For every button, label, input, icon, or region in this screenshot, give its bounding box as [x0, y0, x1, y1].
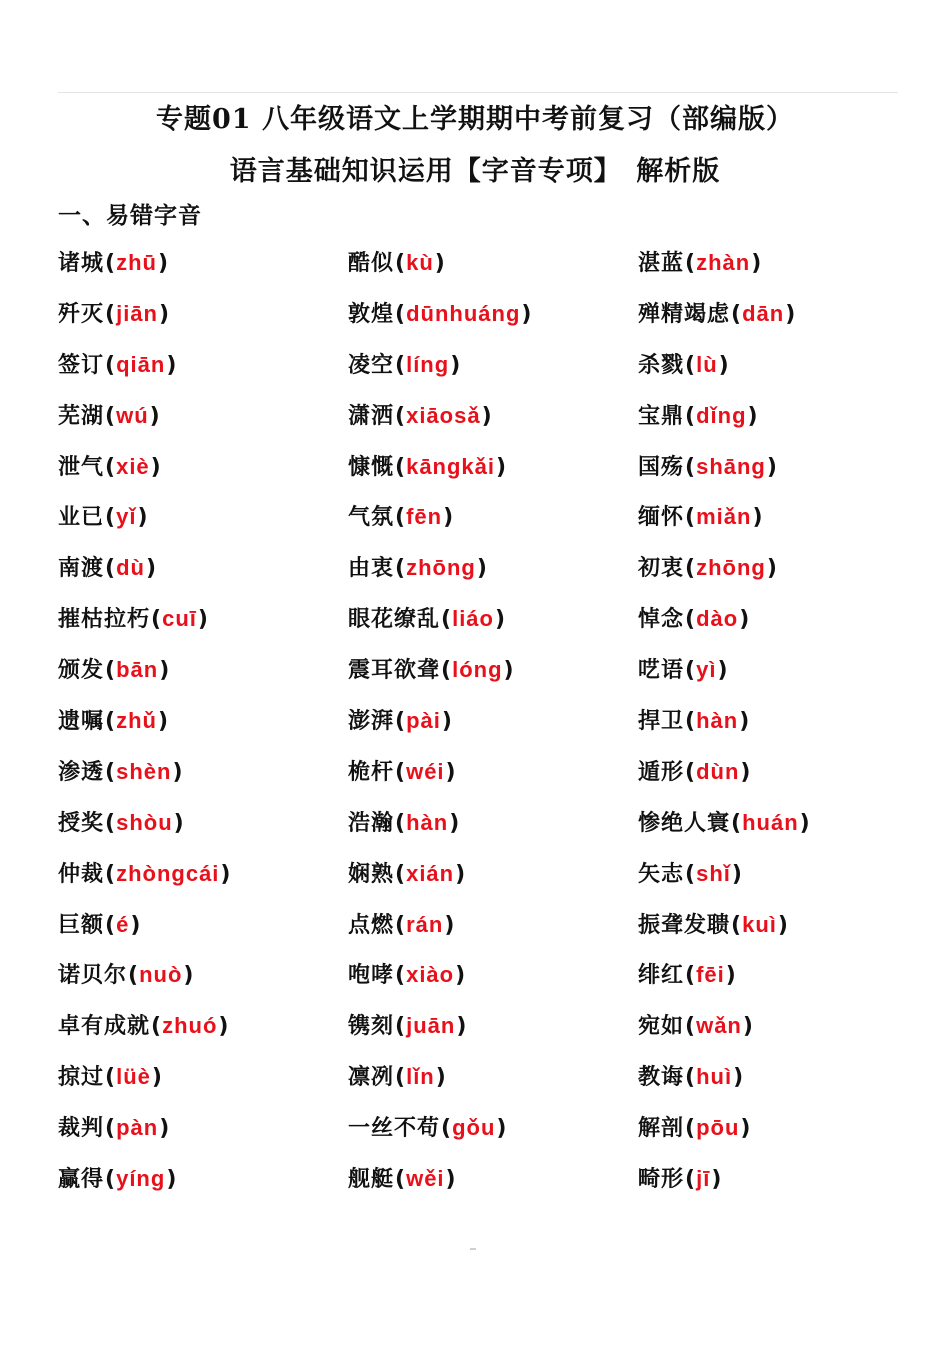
entry-word: 教诲	[638, 1064, 685, 1091]
entry-pinyin: wǎn	[696, 1013, 742, 1039]
open-paren: (	[685, 1167, 696, 1193]
entry-word: 一丝不苟	[348, 1115, 441, 1142]
close-paren: )	[503, 658, 514, 684]
entry-pinyin: zhòngcái	[116, 860, 220, 886]
list-item	[348, 297, 638, 348]
close-paren: )	[799, 810, 810, 836]
close-paren: )	[166, 352, 177, 378]
list-item	[638, 857, 908, 908]
list-item	[348, 806, 638, 857]
open-paren: (	[395, 963, 406, 989]
entry-pinyin: fēn	[406, 504, 443, 530]
entry-word: 赢得	[58, 1166, 105, 1193]
entry-word: 诺贝尔	[58, 962, 128, 989]
open-paren: (	[151, 1014, 162, 1040]
entry-word: 悼念	[638, 606, 685, 633]
entry-word: 摧枯拉朽	[58, 606, 151, 633]
close-paren: )	[149, 403, 160, 429]
entry-pinyin: é	[116, 911, 130, 937]
close-paren: )	[766, 556, 777, 582]
close-paren: )	[183, 963, 194, 989]
close-paren: )	[450, 352, 461, 378]
entry-pinyin: gǒu	[452, 1115, 496, 1141]
open-paren: (	[395, 301, 406, 327]
open-paren: (	[105, 810, 116, 836]
entry-pinyin: rán	[406, 911, 444, 937]
list-item	[348, 704, 638, 755]
list-item	[348, 399, 638, 450]
close-paren: )	[157, 251, 169, 276]
open-paren: (	[685, 759, 696, 785]
entry-word: 敦煌	[348, 300, 395, 327]
list-item	[348, 246, 638, 297]
list-item	[58, 958, 348, 1009]
list-item	[58, 1060, 348, 1111]
entry-word: 潇洒	[348, 402, 395, 429]
open-paren: (	[685, 454, 696, 480]
open-paren: (	[105, 912, 116, 938]
open-paren: (	[395, 810, 406, 836]
entry-pinyin: dān	[742, 300, 785, 326]
open-paren: (	[395, 709, 406, 735]
entry-word: 澎湃	[348, 708, 395, 735]
list-item	[58, 1111, 348, 1162]
entry-word: 眼花缭乱	[348, 606, 441, 633]
close-paren: )	[785, 301, 796, 327]
entry-word: 裁判	[58, 1115, 105, 1142]
list-item	[638, 755, 908, 806]
open-paren: (	[685, 709, 696, 735]
open-paren: (	[105, 251, 116, 276]
list-item	[58, 348, 348, 399]
list-item	[58, 1009, 348, 1060]
open-paren: (	[441, 607, 452, 633]
entry-pinyin: wú	[116, 402, 149, 428]
entry-pinyin: zhū	[116, 250, 157, 275]
entry-word: 签订	[58, 351, 105, 378]
open-paren: (	[105, 1167, 116, 1193]
open-paren: (	[685, 1065, 696, 1091]
entry-word: 凛冽	[348, 1064, 395, 1091]
close-paren: )	[441, 709, 452, 735]
entry-pinyin: zhōng	[406, 555, 476, 581]
entry-pinyin: lóng	[452, 657, 503, 683]
list-item	[348, 908, 638, 959]
open-paren: (	[685, 352, 696, 378]
entry-word: 颁发	[58, 657, 105, 684]
list-item	[58, 602, 348, 653]
entry-word: 振聋发聩	[638, 911, 731, 938]
open-paren: (	[685, 505, 696, 531]
entry-pinyin: lù	[696, 351, 718, 377]
entry-pinyin: huì	[696, 1064, 733, 1090]
open-paren: (	[685, 403, 696, 429]
entry-pinyin: zhǔ	[116, 708, 157, 734]
list-item	[638, 450, 908, 501]
close-paren: )	[496, 1116, 507, 1142]
open-paren: (	[395, 251, 406, 276]
close-paren: )	[717, 658, 728, 684]
entry-word: 宝鼎	[638, 402, 685, 429]
entry-word: 解剖	[638, 1115, 685, 1142]
entry-word: 殚精竭虑	[638, 300, 731, 327]
close-paren: )	[740, 1116, 751, 1142]
entry-word: 歼灭	[58, 300, 105, 327]
close-paren: )	[173, 810, 184, 836]
top-divider	[58, 92, 898, 93]
list-item	[348, 551, 638, 602]
close-paren: )	[151, 1065, 162, 1091]
entry-pinyin: xiè	[116, 453, 150, 479]
close-paren: )	[521, 301, 532, 327]
entry-pinyin: pàn	[116, 1115, 159, 1141]
list-item	[348, 857, 638, 908]
open-paren: (	[441, 658, 452, 684]
entry-pinyin: jiān	[116, 300, 158, 326]
entry-word: 捍卫	[638, 708, 685, 735]
list-item	[638, 297, 908, 348]
entry-pinyin: kuì	[742, 911, 777, 937]
entry-pinyin: dào	[696, 606, 739, 632]
close-paren: )	[733, 1065, 744, 1091]
close-paren: )	[130, 912, 141, 938]
entry-pinyin: yì	[696, 657, 717, 683]
open-paren: (	[685, 1116, 696, 1142]
entry-pinyin: bān	[116, 657, 159, 683]
open-paren: (	[395, 912, 406, 938]
entry-word: 点燃	[348, 911, 395, 938]
list-item	[348, 1009, 638, 1060]
list-item	[348, 602, 638, 653]
entry-pinyin: liáo	[452, 606, 494, 632]
list-item	[58, 399, 348, 450]
open-paren: (	[105, 352, 116, 378]
entry-word: 业已	[58, 504, 105, 531]
list-item	[638, 1111, 908, 1162]
open-paren: (	[731, 810, 742, 836]
open-paren: (	[105, 861, 116, 887]
list-item	[348, 1162, 638, 1213]
open-paren: (	[105, 1065, 116, 1091]
close-paren: )	[718, 352, 729, 378]
close-paren: )	[166, 1167, 177, 1193]
close-paren: )	[751, 251, 762, 276]
open-paren: (	[105, 658, 116, 684]
entry-pinyin: xiào	[406, 962, 455, 988]
list-item	[638, 500, 908, 551]
list-item	[58, 908, 348, 959]
close-paren: )	[220, 861, 231, 887]
close-paren: )	[172, 759, 183, 785]
list-item	[348, 755, 638, 806]
list-item	[638, 1060, 908, 1111]
close-paren: )	[145, 556, 157, 582]
entry-word: 矢志	[638, 860, 685, 887]
entry-pinyin: miǎn	[696, 504, 752, 530]
open-paren: (	[685, 1014, 696, 1040]
open-paren: (	[151, 607, 162, 633]
entry-word: 桅杆	[348, 758, 395, 785]
entry-pinyin: fēi	[696, 962, 725, 988]
close-paren: )	[740, 759, 751, 785]
entry-word: 渗透	[58, 758, 105, 785]
entry-pinyin: zhōng	[696, 555, 766, 581]
entry-pinyin: huán	[742, 809, 799, 835]
entry-pinyin: pài	[406, 708, 441, 734]
entry-word: 授奖	[58, 809, 105, 836]
list-item	[348, 1111, 638, 1162]
open-paren: (	[441, 1116, 452, 1142]
page-title: 专题01 八年级语文上学期期中考前复习（部编版）	[156, 104, 794, 135]
entry-pinyin: dùn	[696, 758, 740, 784]
list-item	[638, 908, 908, 959]
open-paren: (	[395, 352, 406, 378]
close-paren: )	[197, 607, 208, 633]
entry-word: 杀戮	[638, 351, 685, 378]
entry-pinyin: zhàn	[696, 250, 751, 275]
close-paren: )	[137, 505, 148, 531]
entry-word: 遁形	[638, 758, 685, 785]
close-paren: )	[476, 556, 487, 582]
list-item	[58, 806, 348, 857]
list-item	[638, 602, 908, 653]
list-item	[638, 806, 908, 857]
close-paren: )	[218, 1014, 229, 1040]
pronunciation-list	[58, 246, 908, 1213]
list-item	[58, 450, 348, 501]
entry-word: 气氛	[348, 504, 395, 531]
entry-word: 巨额	[58, 911, 105, 938]
entry-word: 由衷	[348, 555, 395, 582]
open-paren: (	[685, 251, 696, 276]
close-paren: )	[739, 709, 750, 735]
open-paren: (	[395, 1167, 406, 1193]
open-paren: (	[105, 403, 116, 429]
page-subtitle: 语言基础知识运用【字音专项】 解析版	[229, 156, 721, 187]
list-item	[638, 348, 908, 399]
entry-pinyin: shèn	[116, 758, 172, 784]
entry-word: 卓有成就	[58, 1013, 151, 1040]
entry-pinyin: hàn	[406, 809, 449, 835]
entry-pinyin: wěi	[406, 1166, 445, 1192]
entry-word: 缅怀	[638, 504, 685, 531]
list-item	[638, 399, 908, 450]
entry-word: 国殇	[638, 453, 685, 480]
entry-pinyin: xiāosǎ	[406, 402, 481, 428]
open-paren: (	[395, 403, 406, 429]
entry-word: 咆哮	[348, 962, 395, 989]
open-paren: (	[105, 759, 116, 785]
entry-word: 仲裁	[58, 860, 105, 887]
close-paren: )	[443, 505, 454, 531]
entry-pinyin: kāngkǎi	[406, 453, 496, 479]
list-item	[58, 1162, 348, 1213]
list-item	[348, 958, 638, 1009]
entry-pinyin: xián	[406, 860, 455, 886]
open-paren: (	[731, 912, 742, 938]
list-item	[638, 958, 908, 1009]
entry-pinyin: dūnhuáng	[406, 300, 521, 326]
close-paren: )	[455, 963, 466, 989]
list-item	[58, 551, 348, 602]
entry-pinyin: dù	[116, 555, 145, 581]
entry-word: 舰艇	[348, 1166, 395, 1193]
list-item	[348, 450, 638, 501]
list-item	[348, 348, 638, 399]
open-paren: (	[128, 963, 139, 989]
open-paren: (	[731, 301, 742, 327]
list-item	[58, 297, 348, 348]
close-paren: )	[445, 1167, 456, 1193]
close-paren: )	[711, 1167, 722, 1193]
entry-word: 呓语	[638, 657, 685, 684]
entry-pinyin: jī	[696, 1166, 711, 1192]
close-paren: )	[445, 759, 456, 785]
entry-word: 绯红	[638, 962, 685, 989]
close-paren: )	[456, 1014, 467, 1040]
open-paren: (	[395, 454, 406, 480]
close-paren: )	[157, 709, 169, 735]
open-paren: (	[395, 1065, 406, 1091]
entry-word: 慷慨	[348, 453, 395, 480]
page-mark	[470, 1248, 476, 1250]
open-paren: (	[105, 505, 116, 531]
open-paren: (	[105, 301, 116, 327]
close-paren: )	[444, 912, 455, 938]
list-item	[58, 246, 348, 297]
list-item	[638, 246, 908, 297]
close-paren: )	[739, 607, 750, 633]
close-paren: )	[449, 810, 460, 836]
entry-pinyin: cuī	[162, 606, 197, 632]
entry-word: 畸形	[638, 1166, 685, 1193]
close-paren: )	[435, 1065, 446, 1091]
list-item	[638, 1162, 908, 1213]
entry-pinyin: nuò	[139, 962, 183, 988]
open-paren: (	[395, 556, 406, 582]
entry-pinyin: qiān	[116, 351, 166, 377]
entry-word: 泄气	[58, 453, 105, 480]
entry-pinyin: zhuó	[162, 1013, 218, 1039]
list-item	[638, 1009, 908, 1060]
entry-pinyin: pōu	[696, 1115, 740, 1141]
list-item	[58, 500, 348, 551]
entry-word: 浩瀚	[348, 809, 395, 836]
entry-pinyin: wéi	[406, 758, 445, 784]
open-paren: (	[685, 607, 696, 633]
close-paren: )	[150, 454, 161, 480]
list-item	[58, 755, 348, 806]
close-paren: )	[159, 658, 170, 684]
entry-word: 遗嘱	[58, 708, 105, 735]
close-paren: )	[777, 912, 788, 938]
open-paren: (	[105, 454, 116, 480]
open-paren: (	[105, 709, 116, 735]
entry-pinyin: dǐng	[696, 402, 747, 428]
entry-pinyin: lǐn	[406, 1064, 435, 1090]
open-paren: (	[395, 861, 406, 887]
close-paren: )	[766, 454, 777, 480]
entry-pinyin: lüè	[116, 1064, 151, 1090]
entry-word: 芜湖	[58, 402, 105, 429]
list-item	[348, 1060, 638, 1111]
open-paren: (	[105, 556, 116, 582]
entry-word: 娴熟	[348, 860, 395, 887]
entry-pinyin: hàn	[696, 708, 739, 734]
open-paren: (	[685, 861, 696, 887]
entry-word: 惨绝人寰	[638, 809, 731, 836]
open-paren: (	[685, 963, 696, 989]
entry-word: 酷似	[348, 250, 395, 276]
entry-word: 凌空	[348, 351, 395, 378]
entry-word: 初衷	[638, 555, 685, 582]
entry-pinyin: shāng	[696, 453, 766, 479]
entry-pinyin: líng	[406, 351, 450, 377]
close-paren: )	[158, 301, 170, 327]
entry-word: 镌刻	[348, 1013, 395, 1040]
close-paren: )	[725, 963, 736, 989]
close-paren: )	[481, 403, 492, 429]
list-item	[58, 857, 348, 908]
close-paren: )	[434, 251, 445, 276]
list-item	[58, 653, 348, 704]
entry-word: 掠过	[58, 1064, 105, 1091]
entry-pinyin: yǐ	[116, 504, 137, 530]
entry-pinyin: kù	[406, 250, 434, 275]
open-paren: (	[395, 1014, 406, 1040]
entry-pinyin: shòu	[116, 809, 173, 835]
entry-pinyin: shǐ	[696, 860, 731, 886]
entry-pinyin: yíng	[116, 1166, 166, 1192]
close-paren: )	[159, 1116, 170, 1142]
entry-word: 诸城	[58, 250, 105, 276]
entry-word: 南渡	[58, 555, 105, 582]
close-paren: )	[731, 861, 742, 887]
list-item	[638, 653, 908, 704]
open-paren: (	[685, 556, 696, 582]
entry-pinyin: juān	[406, 1013, 456, 1039]
close-paren: )	[496, 454, 507, 480]
close-paren: )	[747, 403, 758, 429]
list-item	[348, 500, 638, 551]
close-paren: )	[455, 861, 466, 887]
list-item	[348, 653, 638, 704]
list-item	[638, 551, 908, 602]
open-paren: (	[395, 759, 406, 785]
close-paren: )	[494, 607, 506, 633]
entry-word: 震耳欲聋	[348, 657, 441, 684]
entry-word: 宛如	[638, 1013, 685, 1040]
close-paren: )	[742, 1014, 753, 1040]
section-heading: 一、易错字音	[58, 202, 202, 229]
entry-word: 湛蓝	[638, 250, 685, 276]
open-paren: (	[395, 505, 406, 531]
open-paren: (	[105, 1116, 116, 1142]
list-item	[638, 704, 908, 755]
close-paren: )	[752, 505, 763, 531]
list-item	[58, 704, 348, 755]
open-paren: (	[685, 658, 696, 684]
